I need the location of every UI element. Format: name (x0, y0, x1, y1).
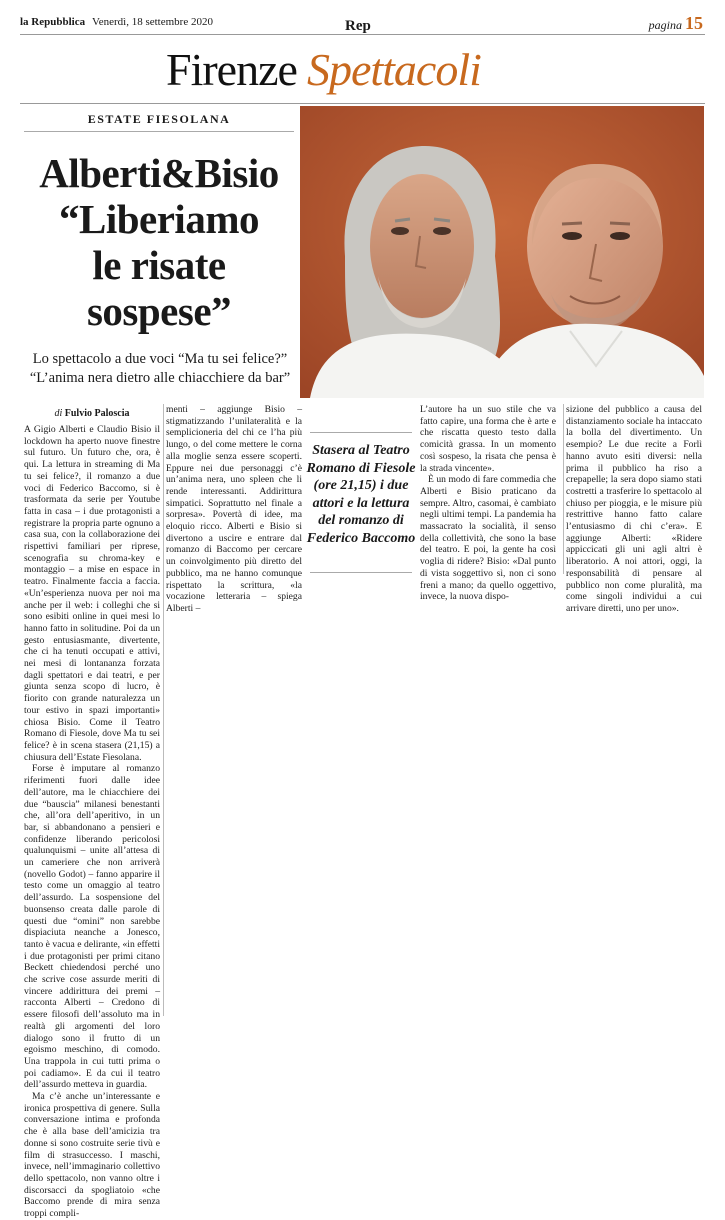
byline (24, 408, 160, 419)
pullquote-divider-bottom (310, 572, 412, 573)
article-column-3 (420, 404, 556, 603)
section-header (166, 40, 481, 100)
byline-author: Fulvio Paloscia (64, 408, 130, 419)
page-label: pagina (648, 18, 682, 32)
article-column-4 (566, 404, 702, 615)
section-name: Spettacoli (306, 44, 481, 95)
rep-brand: Rep (345, 18, 371, 34)
pullquote-divider-top (310, 432, 412, 433)
headline-line: Alberti&Bisio (39, 150, 279, 196)
article-paragraph: Forse è imputare al romanzo riferimenti fuori dalle idee dell’autore, ma le chiacchiere dei due “bauscia” milanesi benestanti che, all’ora dell’aperitivo, in un bar, si abbandonano a pensieri e confidenze liberando pericolosi qualunquismi – unite all’attesa di un cameriere che non arriverà (novello Godot) – fanno apparire il testo come un omaggio al teatro dell’assurdo. La sospensione del buonsenso creata dalle parole di questi due “omini” non sarebbe dispiaciuta neanche a Jonesco, tanto è vacua e delirante, «in effetti i due protagonisti per primi citano Beckett chiedendosi perché uno che scrive cose assurde meriti di vincere addirittura dei premi – racconta Alberti – Credono di essere filosofi dell’assoluto ma in realtà gli argomenti del loro dialogo sono il frutto di un egoismo meschino, di comodo. Una trappola in cui tutti prima o poi cadiamo». E da cui il teatro dell’assurdo metteva in guardia. (24, 763, 160, 1091)
section-city: Firenze (166, 44, 297, 95)
actors-photo (300, 106, 704, 398)
subhead-line: Lo spettacolo a due voci “Ma tu sei felice?” (32, 351, 288, 367)
issue-date: Venerdì, 18 settembre 2020 (92, 16, 213, 28)
pullquote: Stasera al Teatro Romano di Fiesole (ore 21,15) i due attori e la lettura del romanzo di Federico Baccomo (306, 443, 416, 546)
actors-photo-illustration (300, 106, 704, 398)
headline-line: “Liberiamo (59, 196, 259, 242)
article-column-1 (24, 424, 160, 1220)
article-paragraph: sizione del pubblico a causa del distanziamento sociale ha intaccato la bolla del divertimento. Un esempio? Le due recite a Forlì hanno avuto esiti diversi: nella prima il pubblico ha riso a crepapelle; la sera dopo siamo stati costretti a trasferire lo spettacolo al chiuso per pioggia, e le misure più restrittive hanno fatto calare l’entusiasmo di chi c’era». E aggiunge Alberti: «Ridere appiccicati gli uni agli altri è liberatorio. A noi attori, oggi, la responsabilità di pensare al pubblico non come pluralità, ma come singoli individui a cui arrivare diretti, uno per uno». (566, 404, 702, 614)
article-paragraph: L’autore ha un suo stile che va fatto capire, una forma che è arte e che riscatta questo testo dalla comicità grassa. In un momento così sospeso, la risata che pensa è la strada vincente». (420, 404, 556, 474)
article-paragraph: Ma c’è anche un’interessante e ironica prospettiva di genere. Sulla conversazione intima e profonda che è alla base dell’amicizia tra donne si sono costruite serie tivù e film di strasuccesso. I maschi, invece, nell’immaginario collettivo dello spettacolo, non vanno oltre i discorsacci da spogliatoio «che Baccomo prende di mira senza troppi compli- (24, 1091, 160, 1220)
article-paragraph: È un modo di fare commedia che Alberti e Bisio praticano da sempre. Altro, casomai, è cambiato negli ultimi tempi. La pandemia ha massacrato la socialità, il senso della collettività, che sono la base del teatro. E poi, la gente ha così voglia di ridere? Bisio: «Dal punto di vista soggettivo sì, non ci sono freni a mano; da quello oggettivo, invece, la nuova dispo- (420, 474, 556, 603)
page-number: 15 (685, 13, 703, 33)
headline-line: sospese” (86, 288, 232, 334)
headline-line: le risate (92, 242, 226, 288)
article-paragraph: A Gigio Alberti e Claudio Bisio il lockdown ha aperto nuove finestre sul futuro. Un futuro che, ora, è qui. La lettura in streaming di Ma tu sei felice?, il romanzo a due voci di Federico Baccomo, si è trasformata da serie per Youtube fatta in casa – i due protagonisti a registrare la propria parte ognuno a casa sua, con la collaborazione dei rispettivi familiari per riprese, scenografia su chroma-key e montaggio – a mise en espace in teatro. Finalmente faccia a faccia. «Un’esperienza nuova per noi ma anche per il web: i colleghi che si sono esibiti online in quei mesi lo hanno fatto in solitudine. Poi da un gesto entusiasmante, divertente, che ci ha tenuti occupati e attivi, nei mesi di lontananza forzata dagli spettatori e dai teatri, e per giunta senza scopo di lucro, è fiorito con grande naturalezza un tour estivo in spazi importanti» chiosa Bisio. Come il Teatro Romano di Fiesole, dove Ma tu sei felice? è in scena stasera (21,15) a chiusura dell’Estate Fiesolana. (24, 424, 160, 763)
masthead-divider (20, 34, 705, 35)
column-divider (163, 404, 164, 1016)
article-subhead (22, 350, 298, 388)
kicker-divider (24, 131, 294, 132)
article-kicker: ESTATE FIESOLANA (87, 112, 231, 126)
byline-prefix: di (54, 408, 63, 419)
page-indicator (649, 13, 703, 34)
subhead-line: “L’anima nera dietro alle chiacchiere da bar” (29, 370, 291, 386)
article-column-2 (166, 404, 302, 615)
newspaper-name: la Repubblica (20, 16, 86, 28)
column-divider (563, 404, 564, 574)
article-headline (24, 150, 294, 334)
article-paragraph: menti – aggiunge Bisio – stigmatizzando l’unilateralità e la semplicioneria del chi ce l’ha più lungo, o del come mettere le corna alla moglie senza essere scoperti. Eppure nei due personaggi c’è un’anima nera, uno spleen che li rende interessanti. Addirittura simpatici. Soprattutto nel finale a sorpresa». Povertà di idee, ma eloquio ricco. Alberti e Bisio si divertono a uscire e entrare dal romanzo di Baccomo per cercare un coinvolgimento più diretto del pubblico, ma ne hanno comunque rispettato la scrittura, «la vocazione letteraria – spiega Alberti – (166, 404, 302, 614)
section-divider (20, 103, 705, 104)
